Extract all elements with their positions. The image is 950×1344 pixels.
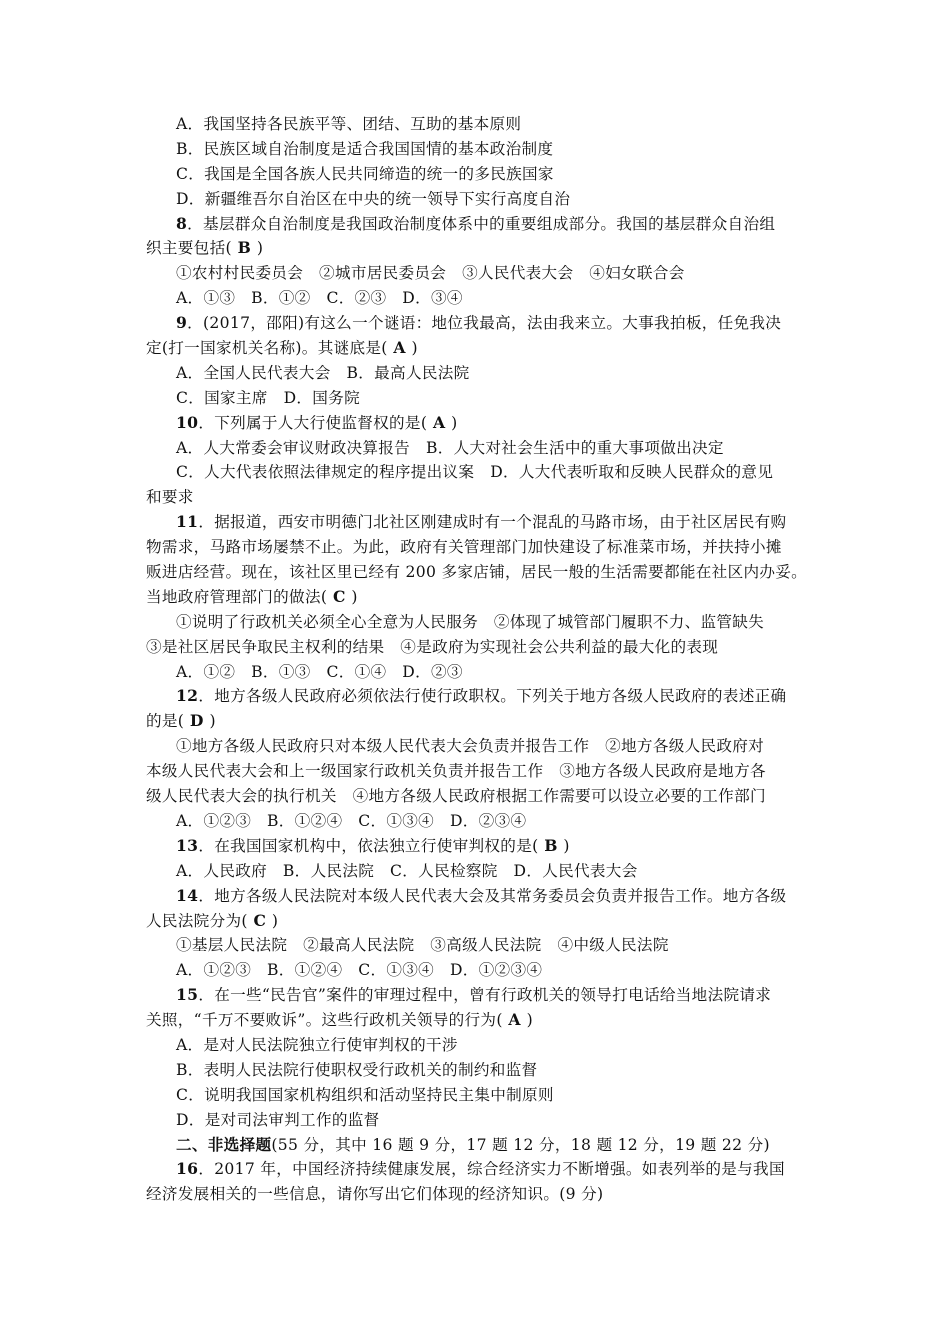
text-line <box>0 1182 950 1207</box>
line-text: 贩进店经营。现在，该社区里已经有 200 多家店铺，居民一般的生活需要都能在社区内办妥。 <box>146 563 808 582</box>
option-line <box>0 1033 950 1058</box>
option-line <box>0 286 950 311</box>
question-line <box>0 884 950 909</box>
option-line <box>0 958 950 983</box>
line-text: 关照，“千万不要败诉”。这些行政机关领导的行为( <box>146 1011 503 1030</box>
option-line <box>0 112 950 137</box>
line-text: A．是对人民法院独立行使审判权的干涉 <box>176 1035 458 1054</box>
line-text: A．①② B．①③ C．①④ D．②③ <box>176 662 463 681</box>
option-line <box>0 436 950 461</box>
question-line <box>0 834 950 859</box>
question-number: 8 <box>176 213 188 233</box>
option-line <box>0 734 950 759</box>
text-line <box>0 709 950 734</box>
line-text: A．人民政府 B．人民法院 C．人民检察院 D．人民代表大会 <box>176 861 638 880</box>
option-line <box>0 859 950 884</box>
line-text: A．人大常委会审议财政决算报告 B．人大对社会生活中的重大事项做出决定 <box>176 438 724 457</box>
line-text: ．在一些“民告官”案件的审理过程中，曾有行政机关的领导打电话给当地法院请求 <box>198 986 772 1005</box>
option-line <box>0 610 950 635</box>
line-text: 物需求，马路市场屡禁不止。为此，政府有关管理部门加快建设了标准菜市场，并扶持小摊 <box>146 538 782 557</box>
question-number: 15 <box>176 985 199 1005</box>
answer-letter: A <box>502 1010 527 1030</box>
answer-letter: B <box>538 835 564 855</box>
text-line <box>0 336 950 361</box>
question-number: 13 <box>176 835 199 855</box>
line-text: ．据报道，西安市明德门北社区刚建成时有一个混乱的马路市场，由于社区居民有购 <box>198 513 787 532</box>
line-text: C．说明我国国家机构组织和活动坚持民主集中制原则 <box>176 1085 554 1104</box>
line-text: C．人大代表依照法律规定的程序提出议案 D．人大代表听取和反映人民群众的意见 <box>176 463 774 482</box>
text-line <box>0 759 950 784</box>
question-number: 9 <box>176 313 188 333</box>
section-heading <box>0 1133 950 1158</box>
text-line <box>0 909 950 934</box>
line-text: 人民法院分为( <box>146 911 248 930</box>
option-line <box>0 162 950 187</box>
line-text: ①地方各级人民政府只对本级人民代表大会负责并报告工作 ②地方各级人民政府对 <box>176 737 765 756</box>
line-text: D．是对司法审判工作的监督 <box>176 1110 380 1129</box>
text-line <box>0 535 950 560</box>
text-line <box>0 236 950 261</box>
line-text: ．2017 年，中国经济持续健康发展，综合经济实力不断增强。如表列举的是与我国 <box>198 1160 785 1179</box>
line-text: C．国家主席 D．国务院 <box>176 388 360 407</box>
line-text: ①说明了行政机关必须全心全意为人民服务 ②体现了城管部门履职不力、监管缺失 <box>176 612 765 631</box>
option-line <box>0 1108 950 1133</box>
question-line <box>0 510 950 535</box>
line-tail: ) <box>526 1011 533 1030</box>
line-tail: ) <box>209 712 216 731</box>
line-text: A．①②③ B．①②④ C．①③④ D．②③④ <box>176 811 527 830</box>
text-line <box>0 560 950 585</box>
question-line <box>0 1157 950 1182</box>
line-tail: (55 分，其中 16 题 9 分，17 题 12 分，18 题 12 分，19 题 22 分) <box>271 1135 770 1154</box>
line-text: D．新疆维吾尔自治区在中央的统一领导下实行高度自治 <box>176 189 571 208</box>
option-line <box>0 361 950 386</box>
line-text: 当地政府管理部门的做法( <box>146 587 328 606</box>
line-text: ．在我国国家机构中，依法独立行使审判权的是( <box>198 836 539 855</box>
line-text: A．①③ B．①② C．②③ D．③④ <box>176 289 463 308</box>
question-number: 11 <box>176 512 199 532</box>
option-line <box>0 809 950 834</box>
text-line <box>0 485 950 510</box>
line-text: 定(打一国家机关名称)。其谜底是( <box>146 339 388 358</box>
question-number: 16 <box>176 1159 199 1179</box>
option-line <box>0 1083 950 1108</box>
line-text: ．(2017，邵阳)有这么一个谜语：地位我最高，法由我来立。大事我拍板，任免我决 <box>187 314 782 333</box>
question-line <box>0 411 950 436</box>
question-line <box>0 212 950 237</box>
option-line <box>0 261 950 286</box>
line-text: ．地方各级人民法院对本级人民代表大会及其常务委员会负责并报告工作。地方各级 <box>198 886 787 905</box>
answer-letter: B <box>231 238 257 258</box>
line-text: 经济发展相关的一些信息，请你写出它们体现的经济知识。(9 分) <box>146 1185 604 1204</box>
line-text: B．民族区域自治制度是适合我国国情的基本政治制度 <box>176 139 554 158</box>
question-line <box>0 983 950 1008</box>
option-line <box>0 1058 950 1083</box>
question-line <box>0 311 950 336</box>
answer-letter: A <box>427 412 452 432</box>
line-tail: ) <box>271 911 279 930</box>
option-line <box>0 660 950 685</box>
line-tail: ) <box>351 587 358 606</box>
line-text: 二、非选择题 <box>176 1134 272 1154</box>
line-tail: ) <box>411 339 418 358</box>
line-text: B．表明人民法院行使职权受行政机关的制约和监督 <box>176 1060 538 1079</box>
option-line <box>0 933 950 958</box>
answer-letter: C <box>327 586 352 606</box>
text-line <box>0 784 950 809</box>
text-line <box>0 1008 950 1033</box>
answer-letter: D <box>184 711 210 731</box>
line-text: A．①②③ B．①②④ C．①③④ D．①②③④ <box>176 961 543 980</box>
line-text: ①农村村民委员会 ②城市居民委员会 ③人民代表大会 ④妇女联合会 <box>176 264 685 283</box>
option-line <box>0 137 950 162</box>
question-number: 10 <box>176 412 199 432</box>
document-page <box>0 112 950 1207</box>
line-text: ①基层人民法院 ②最高人民法院 ③高级人民法院 ④中级人民法院 <box>176 936 669 955</box>
line-tail: ) <box>256 239 264 258</box>
text-line <box>0 585 950 610</box>
question-number: 12 <box>176 686 199 706</box>
line-text: ③是社区居民争取民主权利的结果 ④是政府为实现社会公共利益的最大化的表现 <box>146 637 719 656</box>
option-line <box>0 187 950 212</box>
line-text: C．我国是全国各族人民共同缔造的统一的多民族国家 <box>176 164 554 183</box>
line-text: 织主要包括( <box>146 239 232 258</box>
line-text: A．全国人民代表大会 B．最高人民法院 <box>176 363 470 382</box>
line-tail: ) <box>563 836 570 855</box>
answer-letter: C <box>247 910 272 930</box>
line-text: 的是( <box>146 712 185 731</box>
line-text: 级人民代表大会的执行机关 ④地方各级人民政府根据工作需要可以设立必要的工作部门 <box>146 787 766 806</box>
line-text: ．基层群众自治制度是我国政治制度体系中的重要组成部分。我国的基层群众自治组 <box>187 214 776 233</box>
line-tail: ) <box>451 413 458 432</box>
line-text: ．下列属于人大行使监督权的是( <box>198 413 428 432</box>
question-line <box>0 684 950 709</box>
line-text: ．地方各级人民政府必须依法行使行政职权。下列关于地方各级人民政府的表述正确 <box>198 687 787 706</box>
answer-letter: A <box>387 338 412 358</box>
question-number: 14 <box>176 885 199 905</box>
option-line <box>0 386 950 411</box>
line-text: 和要求 <box>146 488 194 507</box>
text-line <box>0 635 950 660</box>
option-line <box>0 460 950 485</box>
line-text: 本级人民代表大会和上一级国家行政机关负责并报告工作 ③地方各级人民政府是地方各 <box>146 762 766 781</box>
line-text: A．我国坚持各民族平等、团结、互助的基本原则 <box>176 115 522 133</box>
